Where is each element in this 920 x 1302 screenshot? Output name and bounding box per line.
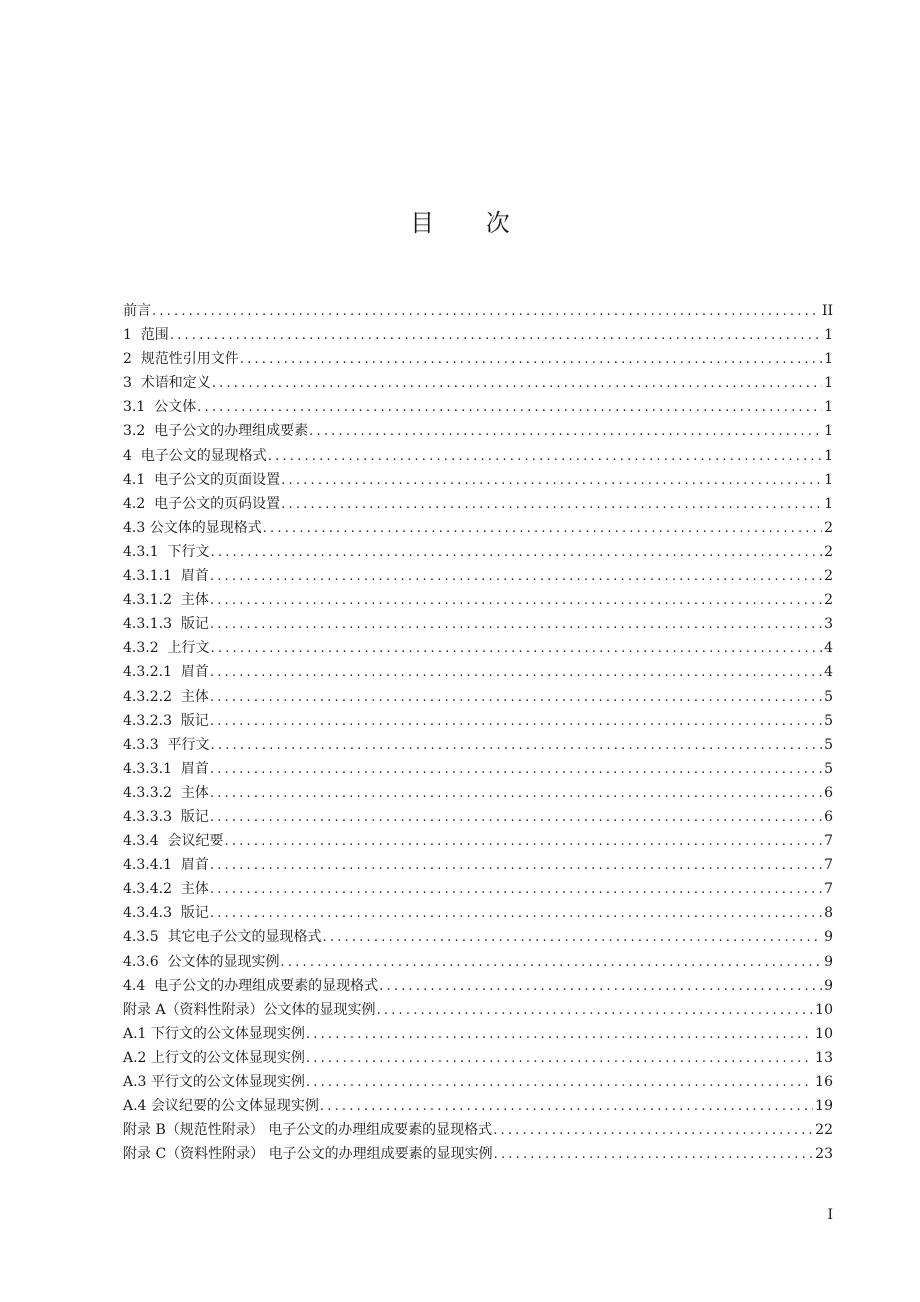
toc-entry-page-number: 22 (815, 1122, 833, 1139)
toc-entry-page-number: 7 (824, 881, 833, 898)
toc-entry[interactable] (123, 829, 833, 853)
toc-entry-label: 前言 (123, 303, 151, 319)
toc-dot-leader (210, 710, 822, 734)
toc-entry-label: 4.3.5 其它电子公文的显现格式 (123, 929, 322, 946)
toc-entry-page-number: 23 (815, 1146, 833, 1163)
toc-entry-label: 4 电子公文的显现格式 (123, 447, 267, 464)
toc-entry[interactable] (123, 1118, 833, 1142)
toc-dot-leader (210, 854, 822, 878)
toc-entry-label: 4.3.6 公文体的显现实例 (123, 953, 280, 970)
toc-entry[interactable] (123, 998, 833, 1022)
toc-entry[interactable] (123, 1070, 833, 1094)
toc-entry[interactable] (123, 901, 833, 925)
toc-entry-page-number: 10 (815, 1001, 833, 1018)
toc-entry-page-number: 8 (824, 905, 833, 922)
toc-entry[interactable] (123, 299, 833, 323)
toc-entry[interactable] (123, 323, 833, 347)
toc-entry[interactable] (123, 925, 833, 949)
toc-dot-leader (210, 686, 822, 710)
toc-entry[interactable] (123, 468, 833, 492)
toc-dot-leader (379, 975, 822, 999)
toc-entry-page-number: 5 (824, 760, 833, 777)
footer-page-number: I (827, 1207, 833, 1223)
toc-entry-label: A.1 下行文的公文体显现实例 (123, 1025, 305, 1042)
toc-dot-leader (320, 1095, 813, 1119)
toc-entry-page-number: 16 (815, 1074, 833, 1090)
toc-entry-label: 4.3.1.2 主体 (123, 592, 209, 609)
toc-entry[interactable] (123, 1142, 833, 1166)
toc-dot-leader (210, 878, 822, 902)
toc-entry-page-number: 9 (824, 977, 833, 994)
toc-entry-page-number: 4 (824, 664, 833, 681)
toc-entry-page-number: 1 (824, 447, 833, 464)
toc-entry[interactable] (123, 781, 833, 805)
toc-entry-page-number: 9 (824, 929, 833, 946)
toc-entry-page-number: 1 (824, 471, 833, 488)
toc-entry-page-number: 1 (824, 375, 833, 392)
toc-entry-label: A.4 会议纪要的公文体显现实例 (123, 1098, 319, 1115)
toc-dot-leader (240, 348, 822, 372)
toc-entry-page-number: 1 (824, 351, 833, 368)
toc-dot-leader (309, 420, 822, 444)
toc-dot-leader (212, 372, 822, 396)
toc-dot-leader (152, 300, 820, 324)
toc-entry-label: 4.2 电子公文的页码设置 (123, 495, 281, 512)
toc-entry[interactable] (123, 347, 833, 371)
toc-entry[interactable] (123, 540, 833, 564)
toc-entry[interactable] (123, 709, 833, 733)
toc-dot-leader (306, 1023, 813, 1047)
toc-entry-page-number: 6 (824, 784, 833, 801)
toc-entry-page-number: 1 (824, 399, 833, 416)
toc-entry-label: 3.2 电子公文的办理组成要素 (123, 423, 309, 440)
toc-entry-page-number: 5 (824, 688, 833, 705)
toc-entry-page-number: 1 (824, 327, 833, 344)
toc-dot-leader (210, 613, 822, 637)
toc-entry-label: 4.3.4.3 版记 (123, 905, 209, 922)
toc-entry-label: 4.4 电子公文的办理组成要素的显现格式 (123, 977, 379, 994)
toc-entry[interactable] (123, 950, 833, 974)
toc-dot-leader (281, 469, 822, 493)
toc-dot-leader (306, 1047, 813, 1071)
toc-dot-leader (281, 493, 822, 517)
toc-entry-label: 2 规范性引用文件 (123, 351, 239, 368)
toc-entry-label: 4.3.1.1 眉首 (123, 568, 209, 585)
toc-entry[interactable] (123, 660, 833, 684)
toc-entry-label: 1 范围 (123, 327, 169, 344)
toc-entry-label: 3.1 公文体 (123, 399, 197, 416)
toc-entry-page-number: 2 (824, 543, 833, 560)
toc-entry-label: 4.3.4.2 主体 (123, 881, 209, 898)
toc-dot-leader (323, 926, 823, 950)
toc-dot-leader (211, 541, 823, 565)
toc-entry-page-number: 10 (815, 1025, 833, 1042)
toc-entry-page-number: 6 (824, 808, 833, 825)
toc-dot-leader (211, 734, 823, 758)
toc-entry-label: 4.3.1.3 版记 (123, 616, 209, 633)
toc-entry[interactable] (123, 636, 833, 660)
page-title: 目 次 (410, 209, 532, 237)
toc-entry-page-number: 1 (824, 495, 833, 512)
toc-entry[interactable] (123, 419, 833, 443)
toc-entry-page-number: 7 (824, 857, 833, 874)
toc-entry[interactable] (123, 371, 833, 395)
toc-dot-leader (210, 565, 822, 589)
toc-dot-leader (494, 1143, 814, 1167)
toc-entry-label: 4.3.3 平行文 (123, 736, 210, 753)
toc-entry[interactable] (123, 444, 833, 468)
toc-entry[interactable] (123, 588, 833, 612)
toc-entry-page-number: 13 (815, 1049, 833, 1066)
table-of-contents (123, 299, 833, 1166)
toc-entry-page-number: 2 (824, 568, 833, 585)
toc-entry-label: 4.3.1 下行文 (123, 543, 210, 560)
toc-entry-label: 附录 A（资料性附录）公文体的显现实例 (123, 1001, 376, 1018)
toc-entry[interactable] (123, 877, 833, 901)
toc-entry[interactable] (123, 974, 833, 998)
toc-entry-label: A.2 上行文的公文体显现实例 (123, 1049, 305, 1066)
toc-entry-label: 4.3.2.2 主体 (123, 688, 209, 705)
toc-dot-leader (210, 806, 822, 830)
toc-entry-page-number: 2 (824, 519, 833, 536)
toc-entry-label: 4.3.2.1 眉首 (123, 664, 209, 681)
toc-entry[interactable] (123, 564, 833, 588)
toc-entry-page-number: 19 (815, 1098, 833, 1115)
toc-dot-leader (197, 396, 822, 420)
toc-dot-leader (225, 830, 823, 854)
toc-entry-page-number: II (821, 303, 833, 319)
toc-entry-page-number: 5 (824, 712, 833, 729)
toc-entry[interactable] (123, 685, 833, 709)
toc-entry[interactable] (123, 1094, 833, 1118)
toc-dot-leader (210, 661, 822, 685)
toc-entry[interactable] (123, 395, 833, 419)
toc-entry-page-number: 2 (824, 592, 833, 609)
toc-dot-leader (211, 637, 823, 661)
toc-dot-leader (210, 782, 822, 806)
toc-entry[interactable] (123, 805, 833, 829)
toc-entry-page-number: 9 (824, 953, 833, 970)
toc-dot-leader (377, 999, 814, 1023)
toc-entry[interactable] (123, 612, 833, 636)
toc-dot-leader (210, 589, 822, 613)
toc-entry-label: 3 术语和定义 (123, 375, 211, 392)
toc-dot-leader (281, 951, 823, 975)
toc-dot-leader (210, 758, 822, 782)
toc-entry-label: 4.3.4 会议纪要 (123, 833, 224, 850)
toc-entry[interactable] (123, 1022, 833, 1046)
toc-entry-label: 4.3.2.3 版记 (123, 712, 209, 729)
toc-dot-leader (170, 324, 822, 348)
toc-entry-label: 4.3.3.2 主体 (123, 784, 209, 801)
toc-entry-label: 附录 B（规范性附录） 电子公文的办理组成要素的显现格式 (123, 1122, 493, 1139)
toc-dot-leader (263, 517, 822, 541)
toc-dot-leader (493, 1119, 813, 1143)
toc-entry-label: 附录 C（资料性附录） 电子公文的办理组成要素的显现实例 (123, 1146, 493, 1163)
toc-entry[interactable] (123, 853, 833, 877)
toc-entry-page-number: 5 (824, 736, 833, 753)
toc-dot-leader (306, 1071, 813, 1095)
toc-entry-label: A.3 平行文的公文体显现实例 (123, 1074, 305, 1090)
toc-entry-label: 4.1 电子公文的页面设置 (123, 471, 281, 488)
toc-entry-page-number: 1 (824, 423, 833, 440)
toc-entry[interactable] (123, 516, 833, 540)
toc-entry[interactable] (123, 492, 833, 516)
toc-entry[interactable] (123, 757, 833, 781)
toc-entry-page-number: 7 (824, 833, 833, 850)
toc-entry-label: 4.3.4.1 眉首 (123, 857, 209, 874)
toc-dot-leader (210, 902, 822, 926)
toc-entry-label: 4.3.3.3 版记 (123, 808, 209, 825)
toc-entry-label: 4.3 公文体的显现格式 (123, 519, 262, 536)
toc-entry-label: 4.3.2 上行文 (123, 640, 210, 657)
toc-entry[interactable] (123, 1046, 833, 1070)
toc-dot-leader (268, 445, 822, 469)
toc-entry-page-number: 3 (824, 616, 833, 633)
toc-entry[interactable] (123, 733, 833, 757)
toc-entry-label: 4.3.3.1 眉首 (123, 760, 209, 777)
toc-entry-page-number: 4 (824, 640, 833, 657)
